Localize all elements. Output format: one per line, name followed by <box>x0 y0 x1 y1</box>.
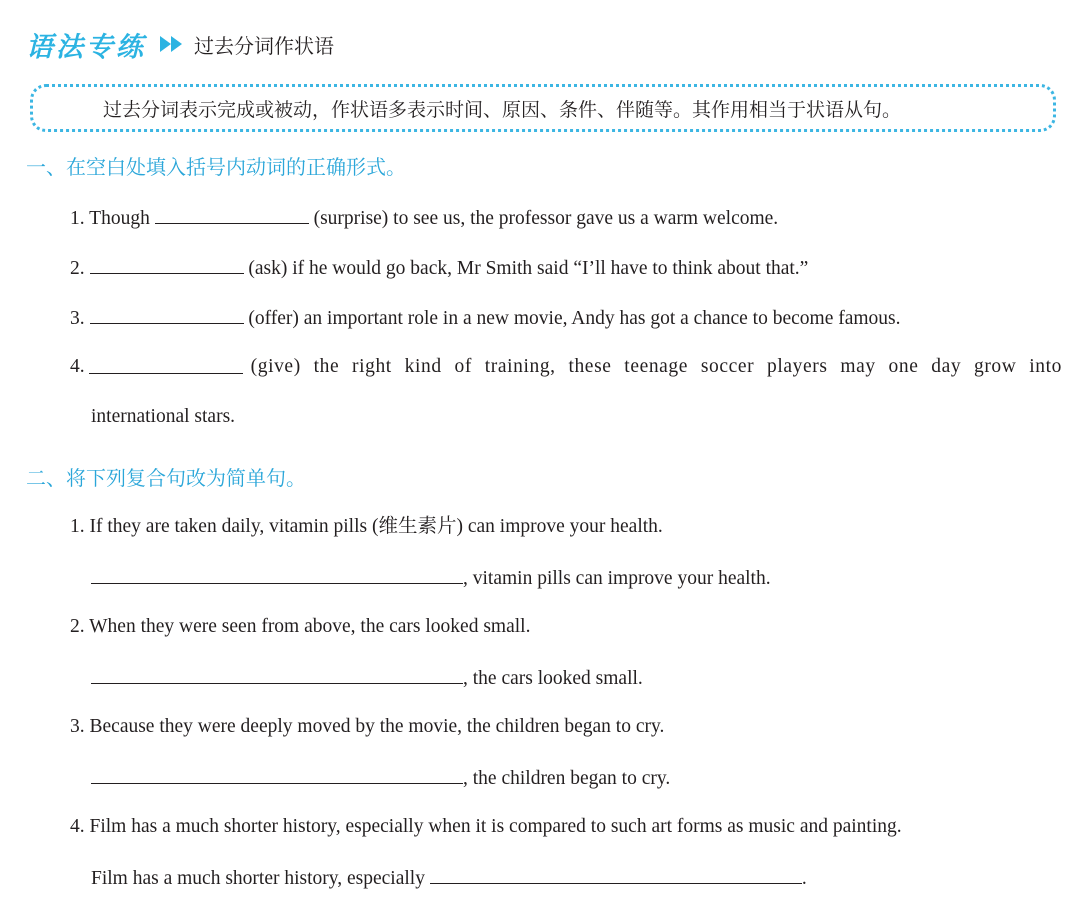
item-text-after: (surprise) to see us, the professor gave us a warm welcome. <box>313 208 779 229</box>
item-number: 4. <box>70 356 85 377</box>
s1-item-4-continuation: international stars. <box>91 406 236 427</box>
double-arrow-right-icon <box>158 34 186 54</box>
item-number: 4. <box>70 816 85 837</box>
s2-item-2-answer <box>91 665 643 691</box>
item-text-after: (give) the right kind of training, these teenage soccer players may one day grow into <box>250 356 1062 377</box>
s1-item-3 <box>70 305 901 331</box>
item-text-after: (offer) an important role in a new movie, Andy has got a chance to become famous. <box>248 308 901 329</box>
brand-title: 语法专练 <box>26 31 146 63</box>
rule-text: 过去分词表示完成或被动，作状语多表示时间、原因、条件、伴随等。其作用相当于状语从句。 <box>103 98 902 121</box>
answer-blank[interactable] <box>430 865 802 884</box>
answer-blank[interactable] <box>90 305 244 324</box>
section1-title: 一、在空白处填入括号内动词的正确形式。 <box>26 155 406 179</box>
s1-item-1 <box>70 205 778 231</box>
topic-title: 过去分词作状语 <box>194 33 334 58</box>
answer-text-before: Film has a much shorter history, especially <box>91 868 425 889</box>
item-sentence: Because they were deeply moved by the movie, the children began to cry. <box>89 716 665 737</box>
item-sentence: Film has a much shorter history, especially when it is compared to such art forms as music and painting. <box>89 816 902 837</box>
item-text-after: (ask) if he would go back, Mr Smith said “I’ll have to think about that.” <box>248 258 809 279</box>
answer-blank[interactable] <box>91 565 463 584</box>
s1-item-4 <box>70 355 1062 379</box>
s2-item-3-answer <box>91 765 670 791</box>
s2-item-2 <box>70 615 530 639</box>
s1-item-2 <box>70 255 808 281</box>
s2-item-3 <box>70 715 664 739</box>
page-header <box>26 24 334 64</box>
answer-text-after: . <box>801 868 807 889</box>
s2-item-1-answer <box>91 565 771 591</box>
answer-text-after: , the children began to cry. <box>463 768 671 789</box>
item-sentence: When they were seen from above, the cars looked small. <box>89 616 531 637</box>
answer-blank[interactable] <box>90 255 244 274</box>
section2-title: 二、将下列复合句改为简单句。 <box>26 466 306 490</box>
rule-box <box>30 84 1056 132</box>
s2-item-1 <box>70 515 663 539</box>
item-number: 1. <box>70 516 85 537</box>
item-text-before: Though <box>89 208 150 229</box>
answer-blank[interactable] <box>89 355 243 374</box>
answer-blank[interactable] <box>155 205 309 224</box>
item-number: 3. <box>70 716 85 737</box>
s2-item-4-answer <box>91 865 807 891</box>
answer-text-after: , the cars looked small. <box>463 668 643 689</box>
item-number: 2. <box>70 616 85 637</box>
item-sentence: If they are taken daily, vitamin pills (维生素片) can improve your health. <box>89 516 663 537</box>
item-number: 3. <box>70 308 85 329</box>
answer-text-after: , vitamin pills can improve your health. <box>463 568 771 589</box>
item-number: 2. <box>70 258 85 279</box>
answer-blank[interactable] <box>91 765 463 784</box>
s2-item-4 <box>70 815 902 839</box>
answer-blank[interactable] <box>91 665 463 684</box>
item-number: 1. <box>70 208 85 229</box>
